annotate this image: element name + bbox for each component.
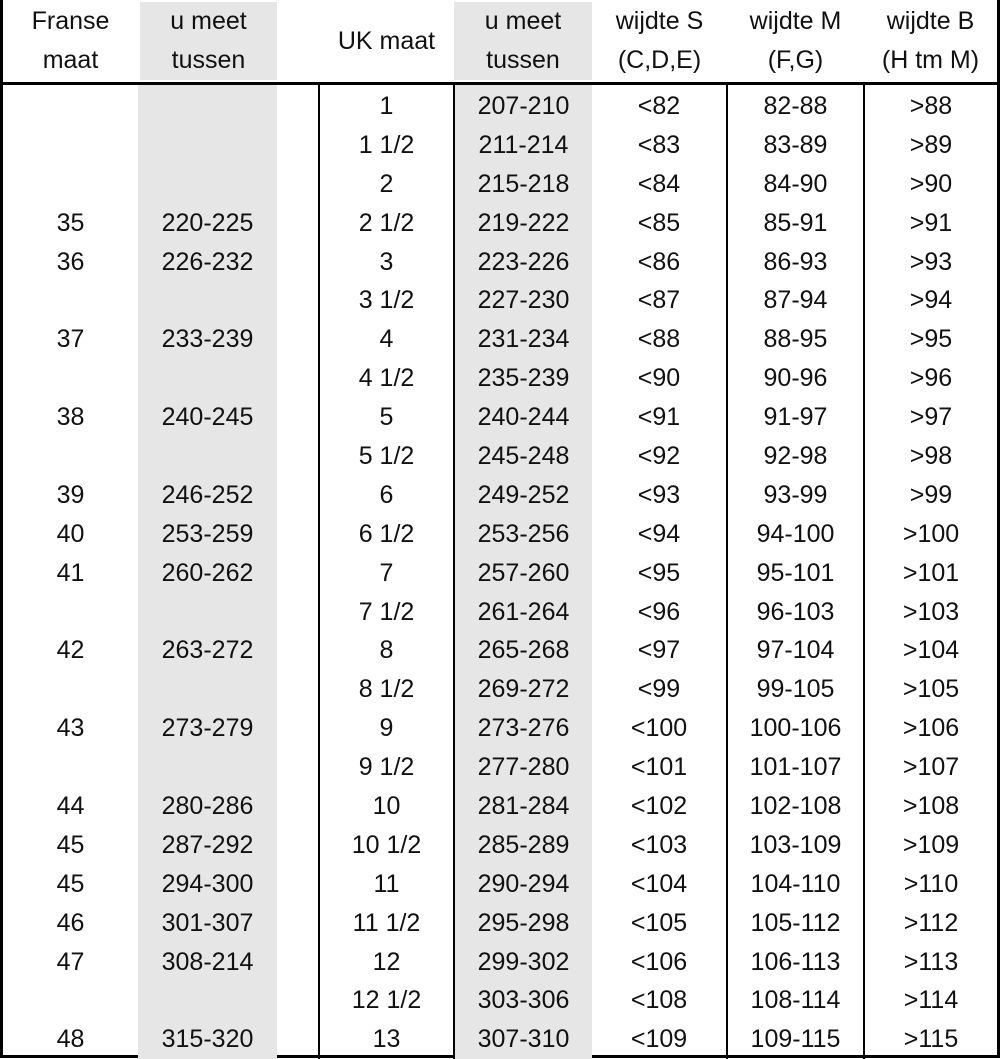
table-row <box>3 826 997 865</box>
cell-u-meet-tussen-uk: 290-294 <box>454 865 592 904</box>
cell-u-meet-tussen-fr: 240-245 <box>138 398 277 437</box>
header-wijdte-s: wijdte S (C,D,E) <box>592 0 727 84</box>
cell-gap <box>277 826 319 865</box>
cell-uk-maat: 10 1/2 <box>319 826 454 865</box>
table-row <box>3 1020 997 1059</box>
cell-wijdte-b: >88 <box>864 84 997 126</box>
cell-uk-maat: 12 1/2 <box>319 981 454 1020</box>
cell-u-meet-tussen-fr <box>138 126 277 165</box>
cell-franse-maat: 37 <box>3 320 138 359</box>
table-row <box>3 787 997 826</box>
cell-gap <box>277 748 319 787</box>
cell-wijdte-m: 94-100 <box>727 515 864 554</box>
cell-u-meet-tussen-fr: 253-259 <box>138 515 277 554</box>
header-u-meet-tussen-uk: u meet tussen <box>454 0 592 84</box>
cell-wijdte-b: >101 <box>864 554 997 593</box>
cell-uk-maat: 1 <box>319 84 454 126</box>
cell-u-meet-tussen-fr <box>138 165 277 204</box>
cell-wijdte-b: >95 <box>864 320 997 359</box>
cell-franse-maat <box>3 165 138 204</box>
cell-wijdte-s: <102 <box>592 787 727 826</box>
cell-uk-maat: 6 <box>319 476 454 515</box>
table-row <box>3 904 997 943</box>
cell-gap <box>277 84 319 126</box>
cell-gap <box>277 787 319 826</box>
table-row <box>3 320 997 359</box>
cell-wijdte-s: <96 <box>592 593 727 632</box>
cell-gap <box>277 709 319 748</box>
cell-u-meet-tussen-uk: 245-248 <box>454 437 592 476</box>
cell-wijdte-m: 87-94 <box>727 281 864 320</box>
cell-wijdte-s: <88 <box>592 320 727 359</box>
cell-u-meet-tussen-uk: 257-260 <box>454 554 592 593</box>
cell-u-meet-tussen-uk: 285-289 <box>454 826 592 865</box>
cell-wijdte-b: >89 <box>864 126 997 165</box>
cell-wijdte-m: 103-109 <box>727 826 864 865</box>
cell-wijdte-b: >115 <box>864 1020 997 1059</box>
cell-wijdte-s: <85 <box>592 204 727 243</box>
cell-franse-maat <box>3 670 138 709</box>
table-row <box>3 437 997 476</box>
cell-franse-maat <box>3 84 138 126</box>
cell-gap <box>277 515 319 554</box>
table-row <box>3 981 997 1020</box>
cell-wijdte-m: 99-105 <box>727 670 864 709</box>
cell-wijdte-s: <82 <box>592 84 727 126</box>
cell-wijdte-m: 92-98 <box>727 437 864 476</box>
cell-u-meet-tussen-uk: 231-234 <box>454 320 592 359</box>
cell-wijdte-m: 90-96 <box>727 359 864 398</box>
table-row <box>3 670 997 709</box>
cell-wijdte-m: 109-115 <box>727 1020 864 1059</box>
cell-gap <box>277 281 319 320</box>
cell-wijdte-m: 96-103 <box>727 593 864 632</box>
table-row <box>3 84 997 126</box>
cell-wijdte-b: >114 <box>864 981 997 1020</box>
cell-uk-maat: 2 1/2 <box>319 204 454 243</box>
cell-franse-maat <box>3 281 138 320</box>
cell-u-meet-tussen-uk: 207-210 <box>454 84 592 126</box>
cell-franse-maat <box>3 748 138 787</box>
cell-franse-maat: 48 <box>3 1020 138 1059</box>
cell-uk-maat: 2 <box>319 165 454 204</box>
cell-u-meet-tussen-uk: 227-230 <box>454 281 592 320</box>
cell-u-meet-tussen-uk: 223-226 <box>454 243 592 282</box>
header-franse-maat: Franse maat <box>3 0 138 84</box>
cell-wijdte-s: <92 <box>592 437 727 476</box>
cell-franse-maat: 45 <box>3 826 138 865</box>
table-row <box>3 243 997 282</box>
cell-uk-maat: 7 <box>319 554 454 593</box>
cell-u-meet-tussen-fr: 220-225 <box>138 204 277 243</box>
cell-franse-maat <box>3 126 138 165</box>
cell-wijdte-s: <95 <box>592 554 727 593</box>
cell-wijdte-b: >94 <box>864 281 997 320</box>
cell-wijdte-s: <83 <box>592 126 727 165</box>
cell-wijdte-s: <84 <box>592 165 727 204</box>
cell-wijdte-b: >99 <box>864 476 997 515</box>
cell-u-meet-tussen-uk: 277-280 <box>454 748 592 787</box>
cell-gap <box>277 398 319 437</box>
cell-franse-maat <box>3 437 138 476</box>
cell-u-meet-tussen-fr <box>138 981 277 1020</box>
cell-gap <box>277 359 319 398</box>
table-row <box>3 165 997 204</box>
cell-wijdte-s: <100 <box>592 709 727 748</box>
cell-gap <box>277 554 319 593</box>
cell-franse-maat: 38 <box>3 398 138 437</box>
cell-wijdte-b: >93 <box>864 243 997 282</box>
cell-uk-maat: 6 1/2 <box>319 515 454 554</box>
table-row <box>3 398 997 437</box>
cell-u-meet-tussen-uk: 303-306 <box>454 981 592 1020</box>
cell-wijdte-m: 100-106 <box>727 709 864 748</box>
cell-wijdte-b: >106 <box>864 709 997 748</box>
cell-wijdte-m: 86-93 <box>727 243 864 282</box>
cell-u-meet-tussen-fr <box>138 359 277 398</box>
cell-franse-maat: 39 <box>3 476 138 515</box>
cell-uk-maat: 4 <box>319 320 454 359</box>
cell-uk-maat: 12 <box>319 943 454 982</box>
cell-wijdte-s: <97 <box>592 631 727 670</box>
cell-u-meet-tussen-fr: 263-272 <box>138 631 277 670</box>
cell-u-meet-tussen-fr: 260-262 <box>138 554 277 593</box>
cell-franse-maat <box>3 359 138 398</box>
cell-franse-maat: 40 <box>3 515 138 554</box>
table-row <box>3 281 997 320</box>
cell-wijdte-b: >104 <box>864 631 997 670</box>
cell-wijdte-m: 102-108 <box>727 787 864 826</box>
cell-wijdte-m: 84-90 <box>727 165 864 204</box>
table-row <box>3 631 997 670</box>
cell-gap <box>277 865 319 904</box>
cell-wijdte-s: <109 <box>592 1020 727 1059</box>
cell-uk-maat: 10 <box>319 787 454 826</box>
cell-u-meet-tussen-fr: 308-214 <box>138 943 277 982</box>
cell-uk-maat: 1 1/2 <box>319 126 454 165</box>
cell-u-meet-tussen-uk: 240-244 <box>454 398 592 437</box>
cell-gap <box>277 631 319 670</box>
cell-wijdte-m: 85-91 <box>727 204 864 243</box>
cell-u-meet-tussen-uk: 211-214 <box>454 126 592 165</box>
cell-wijdte-m: 106-113 <box>727 943 864 982</box>
cell-gap <box>277 670 319 709</box>
cell-u-meet-tussen-fr: 287-292 <box>138 826 277 865</box>
cell-u-meet-tussen-fr <box>138 670 277 709</box>
cell-wijdte-m: 88-95 <box>727 320 864 359</box>
cell-wijdte-b: >108 <box>864 787 997 826</box>
cell-u-meet-tussen-uk: 219-222 <box>454 204 592 243</box>
cell-gap <box>277 437 319 476</box>
cell-gap <box>277 1020 319 1059</box>
cell-u-meet-tussen-fr <box>138 593 277 632</box>
cell-wijdte-b: >98 <box>864 437 997 476</box>
cell-wijdte-b: >109 <box>864 826 997 865</box>
cell-u-meet-tussen-fr <box>138 748 277 787</box>
cell-u-meet-tussen-fr <box>138 84 277 126</box>
cell-u-meet-tussen-fr: 226-232 <box>138 243 277 282</box>
cell-uk-maat: 13 <box>319 1020 454 1059</box>
cell-franse-maat: 36 <box>3 243 138 282</box>
cell-u-meet-tussen-fr: 246-252 <box>138 476 277 515</box>
cell-wijdte-m: 101-107 <box>727 748 864 787</box>
cell-franse-maat: 45 <box>3 865 138 904</box>
cell-u-meet-tussen-uk: 249-252 <box>454 476 592 515</box>
cell-franse-maat <box>3 981 138 1020</box>
cell-uk-maat: 11 <box>319 865 454 904</box>
table-row <box>3 126 997 165</box>
cell-wijdte-b: >105 <box>864 670 997 709</box>
cell-uk-maat: 9 1/2 <box>319 748 454 787</box>
cell-wijdte-s: <106 <box>592 943 727 982</box>
cell-gap <box>277 320 319 359</box>
cell-wijdte-b: >107 <box>864 748 997 787</box>
cell-wijdte-m: 91-97 <box>727 398 864 437</box>
cell-u-meet-tussen-uk: 281-284 <box>454 787 592 826</box>
table-row <box>3 593 997 632</box>
table-row <box>3 359 997 398</box>
cell-wijdte-b: >96 <box>864 359 997 398</box>
cell-wijdte-b: >90 <box>864 165 997 204</box>
cell-wijdte-b: >113 <box>864 943 997 982</box>
cell-wijdte-m: 97-104 <box>727 631 864 670</box>
header-u-meet-tussen-fr: u meet tussen <box>138 0 277 84</box>
cell-gap <box>277 476 319 515</box>
cell-wijdte-b: >110 <box>864 865 997 904</box>
cell-gap <box>277 593 319 632</box>
cell-gap <box>277 126 319 165</box>
cell-franse-maat: 35 <box>3 204 138 243</box>
cell-u-meet-tussen-fr: 294-300 <box>138 865 277 904</box>
cell-u-meet-tussen-uk: 269-272 <box>454 670 592 709</box>
header-wijdte-m: wijdte M (F,G) <box>727 0 864 84</box>
cell-wijdte-s: <99 <box>592 670 727 709</box>
cell-wijdte-s: <105 <box>592 904 727 943</box>
cell-wijdte-s: <87 <box>592 281 727 320</box>
cell-u-meet-tussen-fr: 301-307 <box>138 904 277 943</box>
cell-u-meet-tussen-uk: 235-239 <box>454 359 592 398</box>
cell-uk-maat: 7 1/2 <box>319 593 454 632</box>
header-gap <box>277 0 319 84</box>
cell-wijdte-m: 82-88 <box>727 84 864 126</box>
cell-uk-maat: 5 <box>319 398 454 437</box>
cell-wijdte-s: <91 <box>592 398 727 437</box>
cell-u-meet-tussen-fr <box>138 281 277 320</box>
cell-franse-maat <box>3 593 138 632</box>
cell-u-meet-tussen-uk: 265-268 <box>454 631 592 670</box>
cell-wijdte-s: <108 <box>592 981 727 1020</box>
table-row <box>3 748 997 787</box>
table-row <box>3 476 997 515</box>
cell-wijdte-m: 95-101 <box>727 554 864 593</box>
table-row <box>3 709 997 748</box>
cell-wijdte-m: 104-110 <box>727 865 864 904</box>
cell-u-meet-tussen-uk: 273-276 <box>454 709 592 748</box>
cell-u-meet-tussen-uk: 295-298 <box>454 904 592 943</box>
cell-u-meet-tussen-uk: 215-218 <box>454 165 592 204</box>
table-row <box>3 554 997 593</box>
table-row <box>3 865 997 904</box>
cell-franse-maat: 46 <box>3 904 138 943</box>
cell-franse-maat: 44 <box>3 787 138 826</box>
cell-uk-maat: 8 1/2 <box>319 670 454 709</box>
cell-wijdte-m: 105-112 <box>727 904 864 943</box>
cell-wijdte-s: <94 <box>592 515 727 554</box>
cell-wijdte-b: >97 <box>864 398 997 437</box>
cell-gap <box>277 904 319 943</box>
cell-wijdte-m: 83-89 <box>727 126 864 165</box>
cell-wijdte-s: <103 <box>592 826 727 865</box>
cell-uk-maat: 3 <box>319 243 454 282</box>
cell-gap <box>277 204 319 243</box>
table-body <box>3 84 997 1059</box>
cell-franse-maat: 43 <box>3 709 138 748</box>
cell-u-meet-tussen-uk: 299-302 <box>454 943 592 982</box>
cell-u-meet-tussen-uk: 261-264 <box>454 593 592 632</box>
cell-uk-maat: 4 1/2 <box>319 359 454 398</box>
table-row <box>3 204 997 243</box>
cell-uk-maat: 11 1/2 <box>319 904 454 943</box>
cell-gap <box>277 943 319 982</box>
cell-gap <box>277 165 319 204</box>
size-table <box>3 0 997 1059</box>
cell-uk-maat: 5 1/2 <box>319 437 454 476</box>
cell-wijdte-s: <90 <box>592 359 727 398</box>
table-row <box>3 943 997 982</box>
cell-franse-maat: 47 <box>3 943 138 982</box>
cell-franse-maat: 41 <box>3 554 138 593</box>
table-row <box>3 515 997 554</box>
cell-franse-maat: 42 <box>3 631 138 670</box>
cell-wijdte-s: <104 <box>592 865 727 904</box>
cell-uk-maat: 9 <box>319 709 454 748</box>
cell-uk-maat: 3 1/2 <box>319 281 454 320</box>
cell-u-meet-tussen-fr: 233-239 <box>138 320 277 359</box>
cell-wijdte-b: >100 <box>864 515 997 554</box>
cell-wijdte-m: 93-99 <box>727 476 864 515</box>
header-uk-maat: UK maat <box>319 0 454 84</box>
cell-gap <box>277 243 319 282</box>
cell-u-meet-tussen-fr: 280-286 <box>138 787 277 826</box>
cell-wijdte-b: >91 <box>864 204 997 243</box>
cell-gap <box>277 981 319 1020</box>
cell-u-meet-tussen-fr: 273-279 <box>138 709 277 748</box>
cell-wijdte-s: <101 <box>592 748 727 787</box>
header-wijdte-b: wijdte B (H tm M) <box>864 0 997 84</box>
cell-wijdte-s: <93 <box>592 476 727 515</box>
cell-u-meet-tussen-uk: 253-256 <box>454 515 592 554</box>
cell-wijdte-b: >112 <box>864 904 997 943</box>
cell-wijdte-m: 108-114 <box>727 981 864 1020</box>
cell-uk-maat: 8 <box>319 631 454 670</box>
cell-u-meet-tussen-fr: 315-320 <box>138 1020 277 1059</box>
header-row <box>3 0 997 84</box>
cell-wijdte-s: <86 <box>592 243 727 282</box>
cell-wijdte-b: >103 <box>864 593 997 632</box>
cell-u-meet-tussen-fr <box>138 437 277 476</box>
cell-u-meet-tussen-uk: 307-310 <box>454 1020 592 1059</box>
